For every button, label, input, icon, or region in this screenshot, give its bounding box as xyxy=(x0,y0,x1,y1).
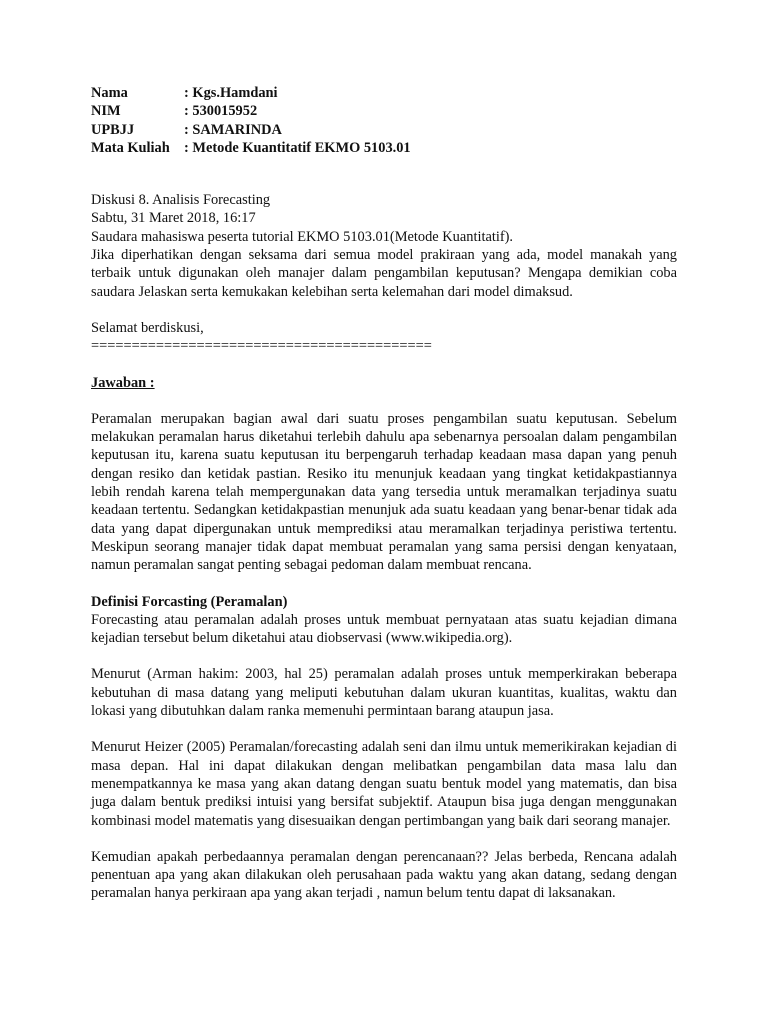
document-page xyxy=(91,84,677,903)
info-label: NIM xyxy=(91,103,121,120)
info-label: Nama xyxy=(91,85,128,101)
info-row-upbjj xyxy=(91,121,677,139)
info-label: UPBJJ xyxy=(91,121,135,138)
answer-heading: Jawaban : xyxy=(91,374,155,391)
separator-line: ========================================== xyxy=(91,338,432,355)
definition-text: Forecasting atau peramalan adalah proses untuk membuat pernyataan atas suatu kejadian dimana kejadian tersebut belum diketahui atau diobservasi (www.wikipedia.org). xyxy=(91,611,677,647)
answer-paragraph-heizer: Menurut Heizer (2005) Peramalan/forecasting adalah seni dan ilmu untuk memerikirakan kejadian di masa depan. Hal ini dapat dilakukan dengan melibatkan pengambilan data masa lalu dan menempatkannya ke masa yang akan datang dengan suatu bentuk model yang matematis, dan bisa juga dalam bentuk prediksi intuisi yang bersifat subjektif. Ataupun bisa juga dengan menggunakan kombinasi model matematis yang disesuaikan dengan pertimbangan yang baik dari seorang manajer. xyxy=(91,739,677,829)
info-value: : Metode Kuantitatif EKMO 5103.01 xyxy=(184,139,411,156)
info-value: : 530015952 xyxy=(184,103,258,120)
answer-paragraph-difference: Kemudian apakah perbedaannya peramalan dengan perencanaan?? Jelas berbeda, Rencana adalah penentuan apa yang akan dilakukan oleh perusahaan pada waktu yang akan datang, sedang dengan peramalan hanya perkiraan apa yang akan terjadi , namun belum tentu dapat di laksanakan. xyxy=(91,848,677,902)
info-value: : Kgs.Hamdani xyxy=(184,85,278,101)
info-row-nim xyxy=(91,102,677,120)
answer-paragraph-intro: Peramalan merupakan bagian awal dari suatu proses pengambilan suatu keputusan. Sebelum melakukan peramalan harus diketahui terlebih dahulu apa sebenarnya persoalan dalam pengambilan keputusan itu, karena suatu keputusan itu berpengaruh terhadap keadaan masa dapan yang penuh dengan resiko dan ketidak pastian. Resiko itu menunjuk keadaan yang tingkat ketidakpastiannya lebih rendah karena telah mempergunakan data yang tersedia untuk meramalkan terjadinya suatu keadaan tertentu. Sedangkan ketidakpastian menunjuk ada suatu keadaan yang benar-benar tidak ada data yang dapat dipergunakan untuk memprediksi atau meramalkan terjadinya peristiwa tertentu. Meskipun seorang manajer tidak dapat membuat peramalan yang sama persisi dengan kenyataan, namun peramalan sangat penting sebagai pedoman dalam membuat rencana. xyxy=(91,410,677,574)
discussion-greeting: Saudara mahasiswa peserta tutorial EKMO 5103.01(Metode Kuantitatif). xyxy=(91,228,514,245)
definition-heading: Definisi Forcasting (Peramalan) xyxy=(91,593,288,610)
info-label: Mata Kuliah xyxy=(91,139,170,156)
discussion-date: Sabtu, 31 Maret 2018, 16:17 xyxy=(91,210,256,227)
discussion-closing: Selamat berdiskusi, xyxy=(91,319,204,336)
info-row-nama xyxy=(91,84,677,102)
discussion-title: Diskusi 8. Analisis Forecasting xyxy=(91,192,271,209)
student-info xyxy=(91,84,677,157)
answer-paragraph-arman: Menurut (Arman hakim: 2003, hal 25) peramalan adalah proses untuk memperkirakan beberapa kebutuhan di masa datang yang meliputi kebutuhan dalam ukuran kuantitas, kualitas, waktu dan lokasi yang dibutuhkan dalam ranka memenuhi permintaan barang ataupun jasa. xyxy=(91,666,677,720)
discussion-question: Jika diperhatikan dengan seksama dari semua model prakiraan yang ada, model manakah yang terbaik untuk digunakan oleh manajer dalam pengambilan keputusan? Mengapa demikian coba saudara Jelaskan serta kemukakan kelebihan serta kelemahan dari model dimaksud. xyxy=(91,247,677,300)
info-row-mata-kuliah xyxy=(91,139,677,157)
info-value: : SAMARINDA xyxy=(184,121,282,138)
